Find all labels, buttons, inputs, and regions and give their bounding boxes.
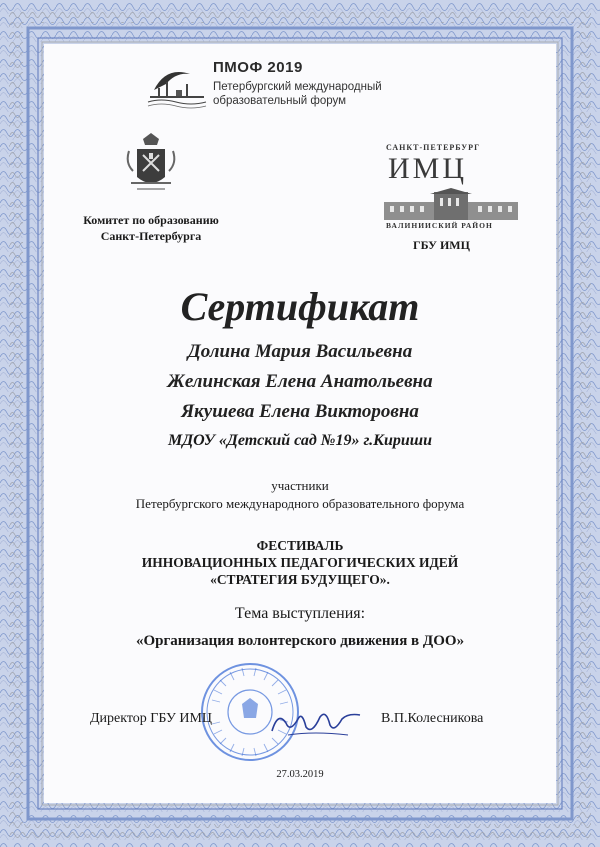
forum-full-name: Петербургского международного образовательного форума	[135, 496, 465, 511]
festival-title-line1: ФЕСТИВАЛЬ	[256, 538, 344, 553]
recipient-name: Якушева Елена Викторовна	[181, 401, 419, 422]
forum-subtitle	[213, 80, 382, 108]
participants-label: участники	[271, 478, 329, 493]
imc-org-name: ГБУ ИМЦ	[413, 238, 470, 252]
signer-name: В.П.Колесникова	[381, 711, 484, 726]
forum-subtitle-line1: Петербургский международный	[213, 81, 382, 93]
certificate-title: Сертификат	[180, 284, 420, 329]
imc-building-icon	[384, 188, 518, 220]
recipient-name: Желинская Елена Анатольевна	[167, 371, 433, 392]
school-name: МДОУ «Детский сад №19» г.Кириши	[167, 432, 433, 449]
presentation-theme: «Организация волонтерского движения в ДОО»	[135, 633, 465, 649]
signature-icon	[268, 705, 364, 741]
issue-date: 27.03.2019	[276, 769, 324, 780]
committee-name	[56, 212, 246, 244]
director-title: Директор ГБУ ИМЦ	[90, 711, 213, 726]
imc-district-text: ВАЛИНИИСКИЙ РАЙОН	[386, 221, 493, 230]
festival-title-line3: «СТРАТЕГИЯ БУДУЩЕГО».	[210, 572, 390, 587]
coat-of-arms-icon	[123, 133, 179, 201]
theme-label: Тема выступления:	[234, 605, 366, 622]
imc-logo-text: ИМЦ	[388, 152, 468, 185]
forum-title: ПМОФ 2019	[213, 59, 303, 76]
pmof-logo-icon	[146, 64, 208, 114]
festival-title-line2: ИННОВАЦИОННЫХ ПЕДАГОГИЧЕСКИХ ИДЕЙ	[141, 555, 459, 570]
imc-top-text: САНКТ-ПЕТЕРБУРГ	[386, 143, 481, 152]
forum-subtitle-line2: образовательный форум	[213, 95, 347, 107]
committee-line2: Санкт-Петербурга	[100, 229, 202, 243]
committee-line1: Комитет по образованию	[83, 213, 219, 227]
recipient-name: Долина Мария Васильевна	[187, 341, 413, 362]
